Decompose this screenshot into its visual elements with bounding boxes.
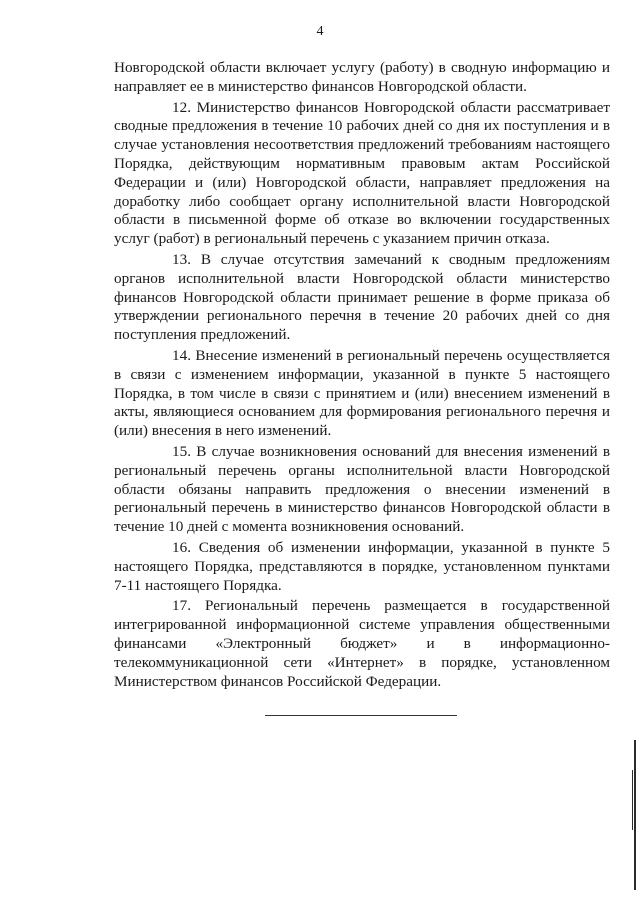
paragraph-14: 14. Внесение изменений в региональный перечень осуществляется в связи с изменением информации, указанной в пункте 5 настоящего Порядка, в том числе в связи с принятием и (или) внесением изменений в акты, являющиеся основанием для формирования регионального перечня и (или) внесения в него изменений. [114, 346, 610, 440]
paragraph-continuation: Новгородской области включает услугу (работу) в сводную информацию и направляет ее в министерство финансов Новгородской области. [114, 59, 610, 95]
scan-edge-mark [634, 740, 636, 890]
page-number: 4 [316, 24, 324, 39]
paragraph-16: 16. Сведения об изменении информации, указанной в пункте 5 настоящего Порядка, представляются в порядке, установленном пунктами 7-11 настоящего Порядка. [114, 538, 610, 594]
document-body [114, 59, 610, 691]
paragraph-12: 12. Министерство финансов Новгородской области рассматривает сводные предложения в течение 10 рабочих дней со дня их поступления и в случае установления несоответствия предложений требованиям настоящего Порядка, действующим нормативным правовым актам Российской Федерации и (или) Новгородской области, направляет предложения на доработку либо сообщает органу исполнительной власти Новгородской области в письменной форме об отказе во включении государственных услуг (работ) в региональный перечень с указанием причин отказа. [114, 98, 610, 248]
paragraph-13: 13. В случае отсутствия замечаний к сводным предложениям органов исполнительной власти Новгородской области министерство финансов Новгородской области принимает решение в форме приказа об утверждении регионального перечня в течение 20 рабочих дней со дня поступления предложений. [114, 250, 610, 344]
scan-edge-mark-inner [632, 770, 633, 830]
end-divider-line [265, 715, 457, 716]
paragraph-17: 17. Региональный перечень размещается в государственной интегрированной информационной системе управления общественными финансами «Электронный бюджет» и в информационно-телекоммуникационной сети «Интернет» в порядке, установленном Министерством финансов Российской Федерации. [114, 597, 610, 690]
paragraph-15: 15. В случае возникновения оснований для внесения изменений в региональный перечень органы исполнительной власти Новгородской области обязаны направить предложения о внесении изменений в региональный перечень в министерство финансов Новгородской области в течение 10 дней с момента возникновения оснований. [114, 442, 610, 536]
